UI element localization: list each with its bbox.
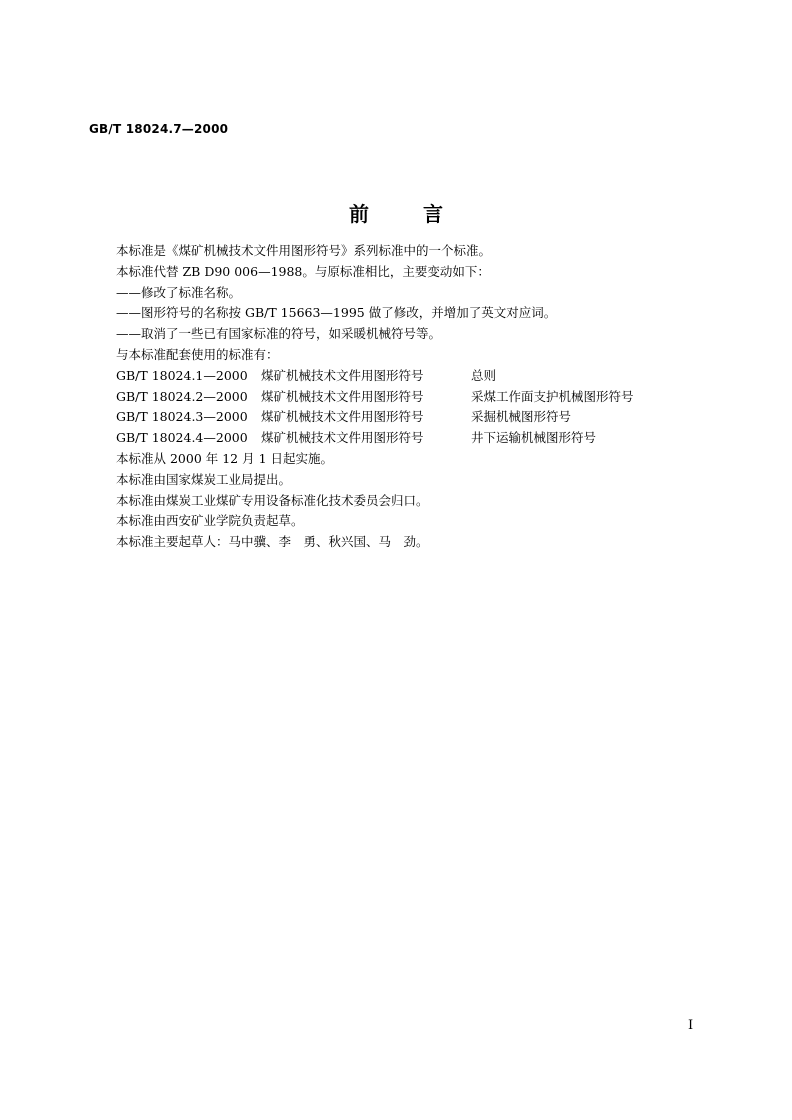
paragraph-line: 本标准代替 ZB D90 006—1988。与原标准相比，主要变动如下： xyxy=(116,263,490,279)
title-char-1: 前 xyxy=(349,202,369,226)
paragraph-line: ——取消了一些已有国家标准的符号，如采暖机械符号等。 xyxy=(116,326,442,342)
related-standard-series: 煤矿机械技术文件用图形符号 xyxy=(261,367,424,383)
closing-line: 本标准由西安矿业学院负责起草。 xyxy=(116,513,304,529)
closing-line: 本标准主要起草人：马中骥、李 勇、秋兴国、马 劲。 xyxy=(116,534,429,550)
paragraph-line: ——图形符号的名称按 GB/T 15663—1995 做了修改，并增加了英文对应词。 xyxy=(116,305,557,321)
standard-code-header: GB/T 18024.7—2000 xyxy=(89,122,229,136)
paragraph-line: ——修改了标准名称。 xyxy=(116,284,242,300)
page-title xyxy=(0,200,792,228)
paragraph-line: 与本标准配套使用的标准有： xyxy=(116,346,279,362)
related-standard-row xyxy=(116,366,716,387)
related-standard-row xyxy=(116,407,716,428)
related-standard-part: 总则 xyxy=(471,367,497,383)
related-standard-series: 煤矿机械技术文件用图形符号 xyxy=(261,430,424,446)
paragraph-line: 本标准是《煤矿机械技术文件用图形符号》系列标准中的一个标准。 xyxy=(116,243,492,258)
related-standard-series: 煤矿机械技术文件用图形符号 xyxy=(261,388,424,404)
related-standard-code: GB/T 18024.1—2000 xyxy=(116,367,248,383)
related-standard-row xyxy=(116,387,716,408)
related-standard-code: GB/T 18024.4—2000 xyxy=(116,430,248,446)
related-standard-part: 井下运输机械图形符号 xyxy=(471,430,597,446)
related-standard-code: GB/T 18024.3—2000 xyxy=(116,409,248,425)
title-char-2: 言 xyxy=(423,202,443,226)
page-number: I xyxy=(688,1018,694,1033)
closing-line: 本标准由煤炭工业煤矿专用设备标准化技术委员会归口。 xyxy=(116,492,429,508)
closing-line: 本标准由国家煤炭工业局提出。 xyxy=(116,471,292,487)
related-standard-part: 采掘机械图形符号 xyxy=(471,409,572,425)
closing-line: 本标准从 2000 年 12 月 1 日起实施。 xyxy=(116,450,334,466)
related-standard-row xyxy=(116,428,716,449)
related-standard-code: GB/T 18024.2—2000 xyxy=(116,388,248,404)
related-standard-part: 采煤工作面支护机械图形符号 xyxy=(471,388,634,404)
related-standard-series: 煤矿机械技术文件用图形符号 xyxy=(261,409,424,425)
foreword-body xyxy=(116,241,716,553)
